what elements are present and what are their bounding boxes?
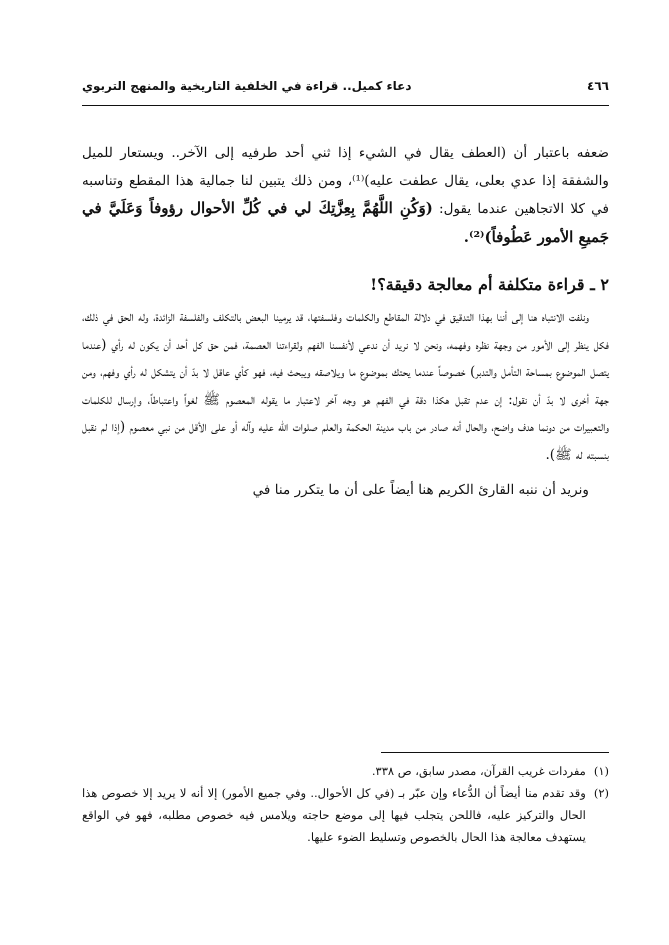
paragraph-2: ونلفت الانتباه هنا إلى أننا بهذا التدقيق في دلالة المقاطع والكلمات وفلسفتها، قد يرمينا البعض بالتكلف والفلسفة الزائدة، وله الحق في ذلك، فكل ينظر إلى الأمور من وجهة نظره وفهمه، ونحن لا نريد أن ندعي لأنفسنا الفهم ولقراءتنا العصمة، فمن حق كل أحد أن يكون له رأي (عندما يتصل الموضوع بمساحة التأمل والتدبر) خصوصاً عندما يحتك بموضوع ما ويلاصقه ويبحث فيه، فهو كأي عاقل لا بدّ أن يتشكل له رأي وفهم، ومن جهة أخرى لا بدّ أن نقول: إن عدم تقبل هكذا دقة في الفهم هو وجه آخر لاعتبار ما يقوله المعصوم ﷺ لغواً واعتباطاً، وإرسال للكلمات والتعبيرات من دونما هدف واضح، والحال أنه صادر من باب مدينة الحكمة والعلم صلوات الله عليه وآله أو على الأقل من نبي معصوم (إذا لم نقبل بنسبته له ﷺ). [82, 309, 609, 463]
paragraph-1-text: ضعفه باعتبار أن (العطف يقال في الشيء إذا ثني أحد طرفيه إلى الآخر.. ويستعار للميل والشفقة إذا عدي بعلى، يقال عطفت عليه)⁽¹⁾، ومن ذلك يتبين لنا جمالية هذا المقطع وتناسبه في كلا الاتجاهين عندما يقول: [82, 145, 609, 217]
footnote-text: وقد تقدم منا أيضاً أن الدُّعاء وإن عبّر بـ (في كل الأحوال.. وفي جميع الأمور) إلا أنه لا يريد إلا خصوص هذا الحال والتركيز عليه، فاللحن يتجلب فيها إلى موضع حاجته ويلامس فيه خصوص مطلبه، فهو في الواقع يستهدف معالجة هذا الحال بالخصوص وتسليط الضوء عليها. [82, 786, 586, 844]
main-text [82, 140, 609, 505]
footnote-text: مفردات غريب القرآن، مصدر سابق، ص ٣٣٨. [371, 764, 586, 778]
header-divider [82, 105, 609, 106]
footnotes [82, 760, 609, 848]
footnote-1 [82, 760, 609, 782]
spacer [82, 252, 609, 260]
spacer [82, 469, 609, 477]
paragraph-3: ونريد أن ننبه القارئ الكريم هنا أيضاً على أن ما يتكرر منا في [252, 482, 589, 498]
footnote-number: (٢) [593, 786, 609, 800]
running-title: دعاء كميل.. قراءة في الخلفية التاريخية والمنهج التربوي [82, 79, 412, 93]
running-header [82, 70, 609, 102]
paragraph-1 [82, 140, 609, 252]
supplication-quote: (وَكُنِ اللَّهُمَّ بِعِزَّتِكَ لي في كُلِّ الأحوال رؤوفاً وَعَلَيَّ في جَميعِ الأمور عَطُوفاً)⁽²⁾. [82, 199, 609, 246]
footnote-divider [381, 752, 609, 753]
footnote-2 [82, 782, 609, 848]
section-heading: ٢ ـ قراءة متكلفة أم معالجة دقيقة؟! [370, 275, 609, 294]
page-number: ٤٦٦ [587, 79, 609, 93]
footnote-number: (١) [593, 764, 609, 778]
